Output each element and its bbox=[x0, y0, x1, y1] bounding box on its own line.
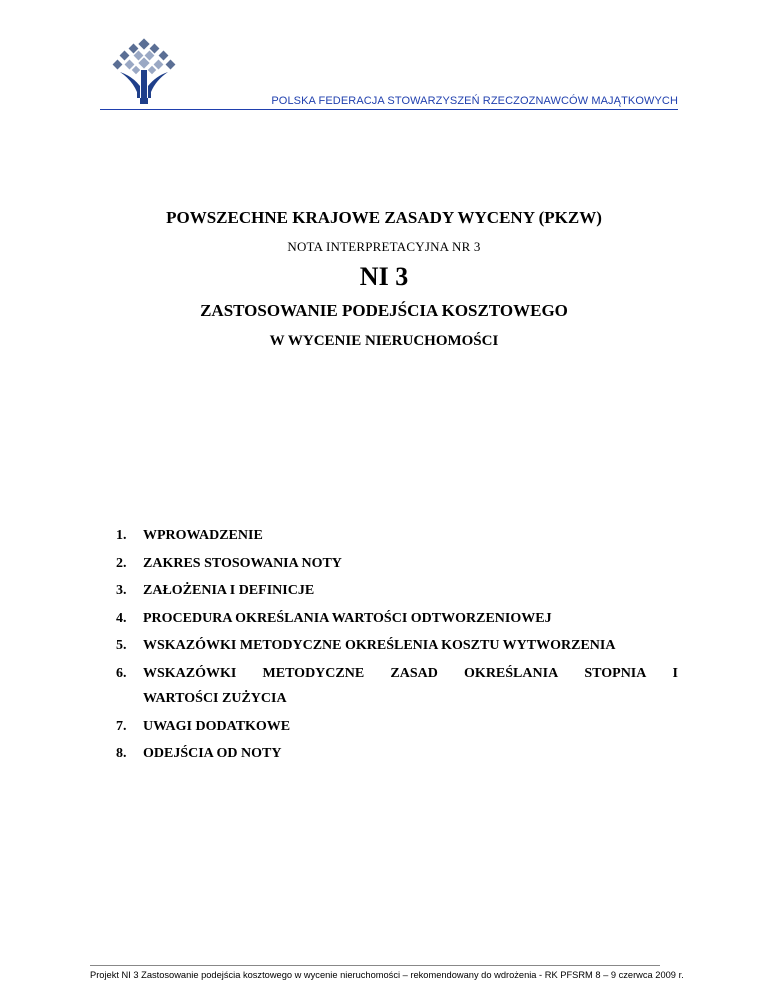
toc-item-number: 8. bbox=[116, 746, 127, 761]
toc-item-text: ZAŁOŻENIA I DEFINICJE bbox=[143, 583, 315, 598]
toc-word: METODYCZNE bbox=[262, 665, 365, 681]
organization-name: POLSKA FEDERACJA STOWARZYSZEŃ RZECZOZNAWCÓW MAJĄTKOWYCH bbox=[271, 95, 678, 107]
toc-item bbox=[116, 664, 678, 684]
document-main-title: POWSZECHNE KRAJOWE ZASADY WYCENY (PKZW) bbox=[166, 208, 602, 227]
toc-item-continuation bbox=[116, 689, 678, 709]
toc-item-text: ODEJŚCIA OD NOTY bbox=[143, 746, 282, 761]
toc-item bbox=[116, 717, 678, 737]
toc-word: OKREŚLANIA bbox=[464, 665, 559, 681]
toc-item-number: 7. bbox=[116, 718, 127, 734]
toc-word: STOPNIA bbox=[584, 665, 647, 681]
document-code: NI 3 bbox=[359, 262, 409, 291]
footer-divider bbox=[90, 965, 660, 966]
toc-word: WSKAZÓWKI bbox=[143, 665, 237, 681]
toc-item-number: 4. bbox=[116, 610, 127, 626]
toc-item-number: 2. bbox=[116, 555, 127, 571]
toc-item bbox=[116, 744, 678, 764]
toc-item-text-line-2: WARTOŚCI ZUŻYCIA bbox=[143, 691, 287, 706]
toc-item-text: WPROWADZENIE bbox=[143, 528, 263, 543]
document-topic-line-1: ZASTOSOWANIE PODEJŚCIA KOSZTOWEGO bbox=[200, 301, 568, 320]
toc-item-number: 5. bbox=[116, 638, 127, 653]
toc-item-text-line-1 bbox=[143, 664, 678, 684]
toc-item-number: 3. bbox=[116, 583, 127, 598]
toc-item bbox=[116, 554, 678, 574]
toc-word: I bbox=[672, 665, 678, 681]
toc-item-number: 1. bbox=[116, 528, 127, 543]
toc-item-number: 6. bbox=[116, 665, 127, 681]
toc-item bbox=[116, 636, 678, 656]
toc-item-text: UWAGI DODATKOWE bbox=[143, 718, 291, 734]
toc-item bbox=[116, 526, 678, 546]
toc-item bbox=[116, 609, 678, 629]
toc-item-text: ZAKRES STOSOWANIA NOTY bbox=[143, 555, 342, 571]
document-topic-line-2: W WYCENIE NIERUCHOMOŚCI bbox=[269, 333, 499, 349]
page-footer: Projekt NI 3 Zastosowanie podejścia kosztowego w wycenie nieruchomości – rekomendowany do wdrożenia - RK PFSRM 8 – 9 czerwca 2009 r. bbox=[90, 970, 684, 980]
toc-item-text: WSKAZÓWKI METODYCZNE OKREŚLENIA KOSZTU WYTWORZENIA bbox=[143, 638, 616, 653]
toc-item-text bbox=[143, 664, 678, 684]
table-of-contents bbox=[116, 526, 678, 772]
document-subtitle: NOTA INTERPRETACYJNA NR 3 bbox=[287, 239, 481, 254]
toc-item bbox=[116, 581, 678, 601]
header-divider bbox=[100, 109, 678, 110]
toc-word: ZASAD bbox=[390, 665, 438, 681]
toc-item-text: PROCEDURA OKREŚLANIA WARTOŚCI ODTWORZENIOWEJ bbox=[143, 610, 552, 626]
